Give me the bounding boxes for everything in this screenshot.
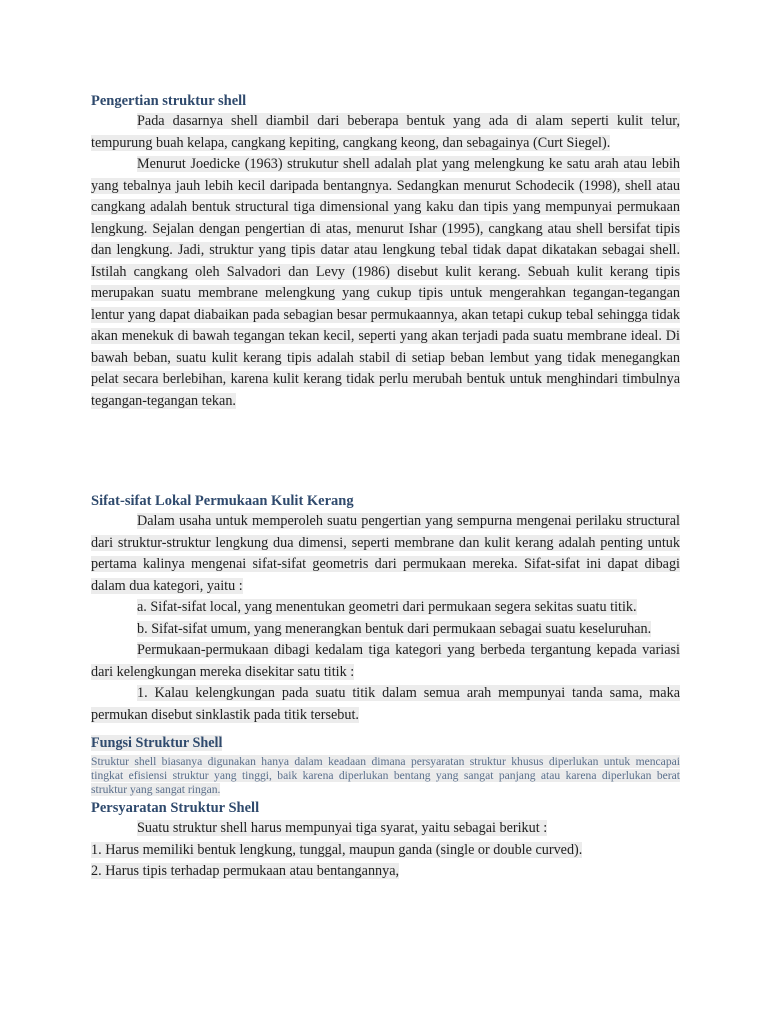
section-spacer	[91, 412, 680, 492]
paragraph-text: Permukaan-permukaan dibagi kedalam tiga kategori yang berbeda tergantung kepada variasi dari kelengkungan mereka disekitar satu titik :	[91, 642, 680, 680]
paragraph-sifat-2	[91, 640, 680, 683]
paragraph-text: Dalam usaha untuk memperoleh suatu pengertian yang sempurna mengenai perilaku structural dari struktur-struktur lengkung dua dimensi, seperti membrane dan kulit kerang adalah penting untuk pertama kalinya mengenai sifat-sifat geometris dari permukaan mereka. Sifat-sifat ini dapat dibagi dalam dua kategori, yaitu :	[91, 513, 680, 594]
list-item-a	[91, 597, 680, 619]
paragraph-sifat-1	[91, 511, 680, 597]
paragraph-pengertian-2	[91, 154, 680, 412]
paragraph-text: Menurut Joedicke (1963) strukutur shell adalah plat yang melengkung ke satu arah atau lebih yang tebalnya jauh lebih kecil daripada bentangnya. Sedangkan menurut Schodecik (1998), shell atau cangkang adalah bentuk structural tiga dimensional yang kaku dan tipis yang mempunyai permukaan lengkung. Sejalan dengan pengertian di atas, menurut Ishar (1995), cangkang atau shell bersifat tipis dan lengkung. Jadi, struktur yang tipis datar atau lengkung tebal tidak dapat dikatakan sebagai shell. Istilah cangkang oleh Salvadori dan Levy (1986) disebut kulit kerang. Sebuah kulit kerang tipis merupakan suatu membrane melengkung yang cukup tipis untuk mengerahkan tegangan-tegangan lentur yang dapat diabaikan pada sebagian besar permukaannya, akan tetapi cukup tebal sehingga tidak akan menekuk di bawah tegangan tekan kecil, seperti yang akan terjadi pada suatu membrane ideal. Di bawah beban, suatu kulit kerang tipis adalah stabil di setiap beban lembut yang tidak menegangkan pelat secara berlebihan, karena kulit kerang tidak perlu merubah bentuk untuk menghindari timbulnya tegangan-tegangan tekan.	[91, 156, 680, 409]
paragraph-persyaratan-1	[91, 818, 680, 840]
list-item-text: a. Sifat-sifat local, yang menentukan geometri dari permukaan segera sekitas suatu titik.	[137, 599, 637, 615]
paragraph-text: Suatu struktur shell harus mempunyai tiga syarat, yaitu sebagai berikut :	[137, 820, 548, 836]
list-item-b	[91, 619, 680, 641]
paragraph-pengertian-1	[91, 111, 680, 154]
list-item-text: 1. Kalau kelengkungan pada suatu titik dalam semua arah mempunyai tanda sama, maka permukan disebut sinklastik pada titik tersebut.	[91, 685, 680, 723]
list-item-syarat-1	[91, 840, 680, 862]
paragraph-fungsi	[91, 755, 680, 797]
list-item-text: 2. Harus tipis terhadap permukaan atau bentangannya,	[91, 863, 400, 879]
list-item-1	[91, 683, 680, 726]
list-item-syarat-2	[91, 861, 680, 883]
paragraph-text: Pada dasarnya shell diambil dari beberapa bentuk yang ada di alam seperti kulit telur, tempurung buah kelapa, cangkang kepiting, cangkang keong, dan sebagainya (Curt Siegel).	[91, 113, 680, 151]
section-heading-persyaratan: Persyaratan Struktur Shell	[91, 800, 260, 816]
heading-text: Fungsi Struktur Shell	[91, 735, 223, 751]
section-heading-fungsi	[91, 734, 680, 753]
list-item-text: 1. Harus memiliki bentuk lengkung, tunggal, maupun ganda (single or double curved).	[91, 841, 583, 858]
list-item-text: b. Sifat-sifat umum, yang menerangkan bentuk dari permukaan sebagai suatu keseluruhan.	[137, 620, 652, 637]
document-page	[91, 92, 680, 883]
paragraph-text: Struktur shell biasanya digunakan hanya dalam keadaan dimana persyaratan struktur khusus diperlukan untuk mencapai tingkat efisiensi struktur yang tinggi, baik karena diperlukan bentang yang sangat panjang atau karena diperlukan berat struktur yang sangat ringan.	[91, 755, 680, 796]
section-heading-pengertian: Pengertian struktur shell	[91, 93, 247, 109]
section-heading-sifat-sifat: Sifat-sifat Lokal Permukaan Kulit Kerang	[91, 493, 354, 509]
